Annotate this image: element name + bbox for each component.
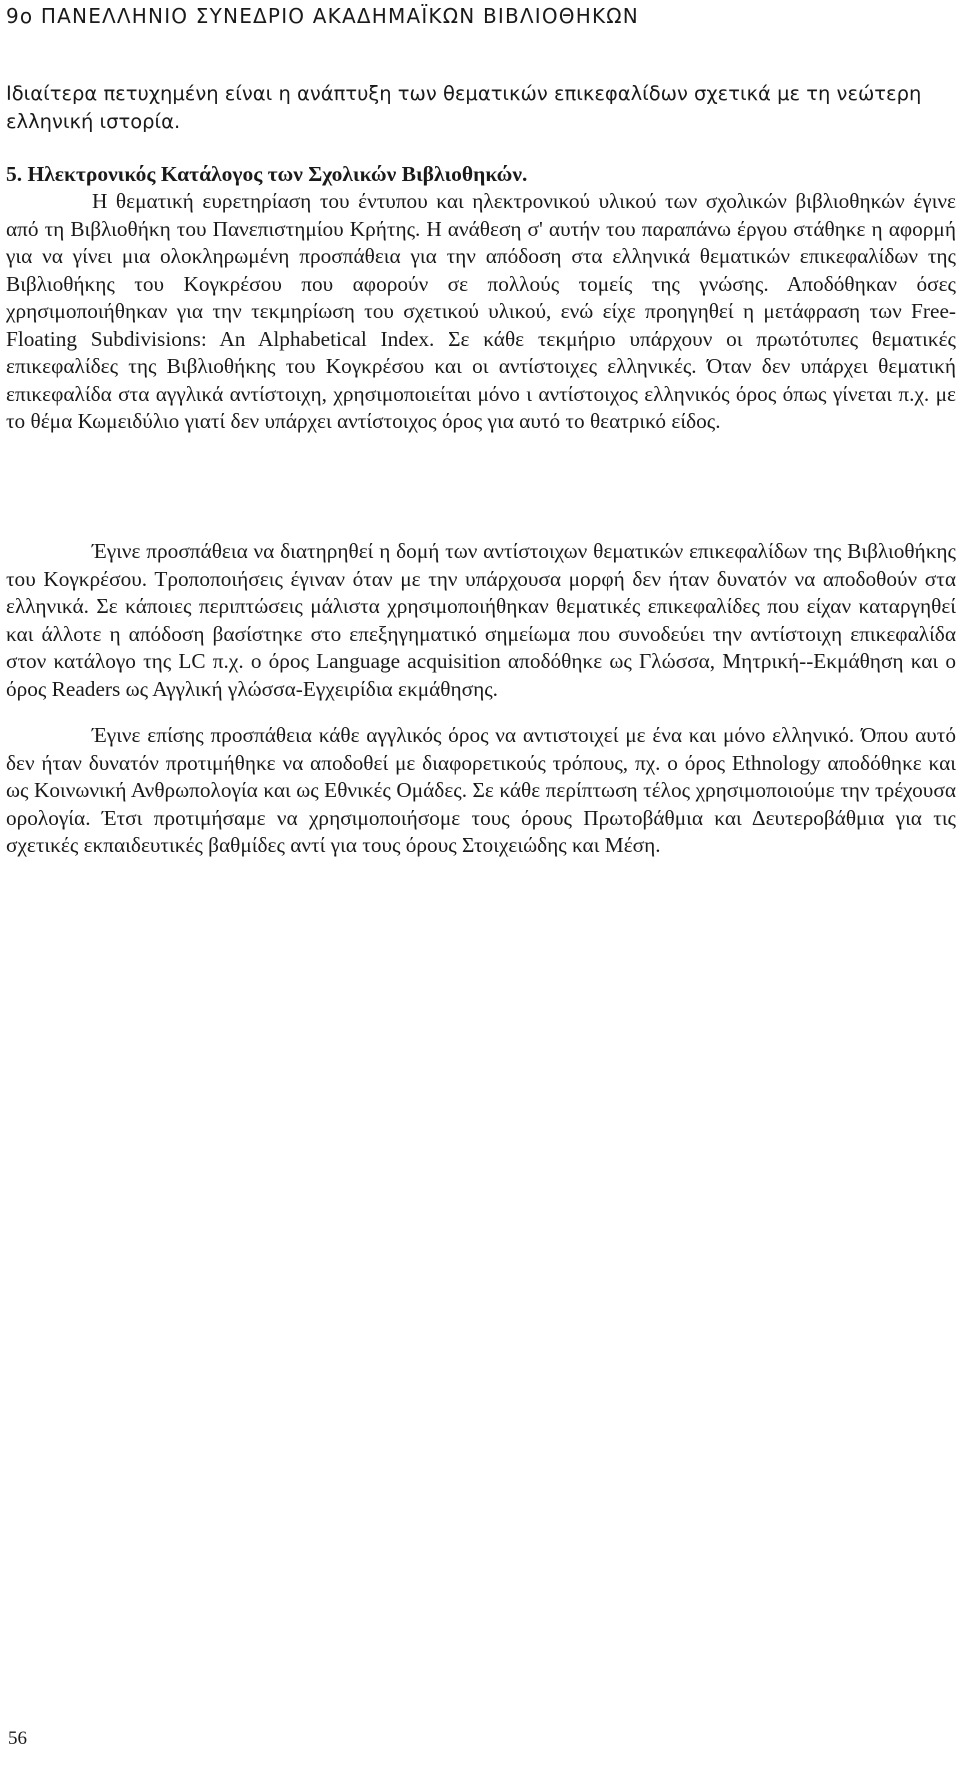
intro-paragraph: Ιδιαίτερα πετυχημένη είναι η ανάπτυξη των θεματικών επικεφαλίδων σχετικά με τη νεώτερη ελληνική ιστορία. — [6, 82, 922, 133]
body-paragraph-2: Έγινε προσπάθεια να διατηρηθεί η δομή των αντίστοιχων θεματικών επικεφαλίδων της Βιβλιοθήκης του Κογκρέσου. Τροποποιήσεις έγιναν όταν με την υπάρχουσα μορφή δεν ήταν δυνατόν να αποδοθούν στα ελληνικά. Σε κάποιες περιπτώσεις μάλιστα χρησιμοποιήθηκαν θεματικές επικεφαλίδες που είχαν καταργηθεί και άλλοτε η απόδοση βασίστηκε στο επεξηγηματικό σημείωμα που συνοδεύει την αντίστοιχη επικεφαλίδα στον κατάλογο της LC π.χ. ο όρος Language acquisition αποδόθηκε ως Γλώσσα, Μητρική--Εκμάθηση και ο όρος Readers ως Αγγλική γλώσσα-Εγχειρίδια εκμάθησης. — [6, 539, 956, 701]
body-paragraph-1: Η θεματική ευρετηρίαση του έντυπου και ηλεκτρονικού υλικού των σχολικών βιβλιοθηκών έγινε από τη Βιβλιοθήκη του Πανεπιστημίου Κρήτης. Η ανάθεση σ' αυτήν του παραπάνω έργου στάθηκε η αφορμή για να γίνει μια ολοκληρωμένη προσπάθεια για την απόδοση στα ελληνικά θεματικών επικεφαλίδων της Βιβλιοθήκης του Κογκρέσου που αφορούν σε πολλούς τομείς της γνώσης. Αποδόθηκαν όσες χρησιμοποιήθηκαν για την τεκμηρίωση του σχετικού υλικού, ενώ είχε προηγηθεί η μετάφραση των Free-Floating Subdivisions: An Alphabetical Index. Σε κάθε τεκμήριο υπάρχουν οι πρωτότυπες θεματικές επικεφαλίδες της Βιβλιοθήκης του Κογκρέσου και οι αντίστοιχες ελληνικές. Όταν δεν υπάρχει θεματική επικεφαλίδα στα αγγλικά αντίστοιχη, χρησιμοποιείται μόνο ι αντίστοιχος ελληνικός όρος όπως γίνεται π.χ. με το θέμα Κωμειδύλιο γιατί δεν υπάρχει αντίστοιχος όρος για αυτό το θεατρικό είδος. — [6, 189, 956, 433]
running-header: 9ο ΠΑΝΕΛΛΗΝΙΟ ΣΥΝΕΔΡΙΟ ΑΚΑΔΗΜΑΪΚΩΝ ΒΙΒΛΙΟΘΗΚΩΝ — [6, 4, 639, 28]
page-number: 56 — [8, 1728, 27, 1749]
section-title: 5. Ηλεκτρονικός Κατάλογος των Σχολικών Βιβλιοθηκών. — [6, 162, 528, 186]
body-paragraph-3: Έγινε επίσης προσπάθεια κάθε αγγλικός όρος να αντιστοιχεί με ένα και μόνο ελληνικό. Όπου αυτό δεν ήταν δυνατόν προτιμήθηκε να αποδοθεί με διαφορετικούς τρόπους, πχ. ο όρος Ethnology αποδόθηκε και ως Κοινωνική Ανθρωπολογία και ως Εθνικές Ομάδες. Σε κάθε περίπτωση τέλος χρησιμοποιούμε την τρέχουσα ορολογία. Έτσι προτιμήσαμε να χρησιμοποιήσομε τους όρους Πρωτοβάθμια και Δευτεροβάθμια για τις σχετικές εκπαιδευτικές βαθμίδες αντί για τους όρους Στοιχειώδης και Μέση. — [6, 723, 956, 857]
